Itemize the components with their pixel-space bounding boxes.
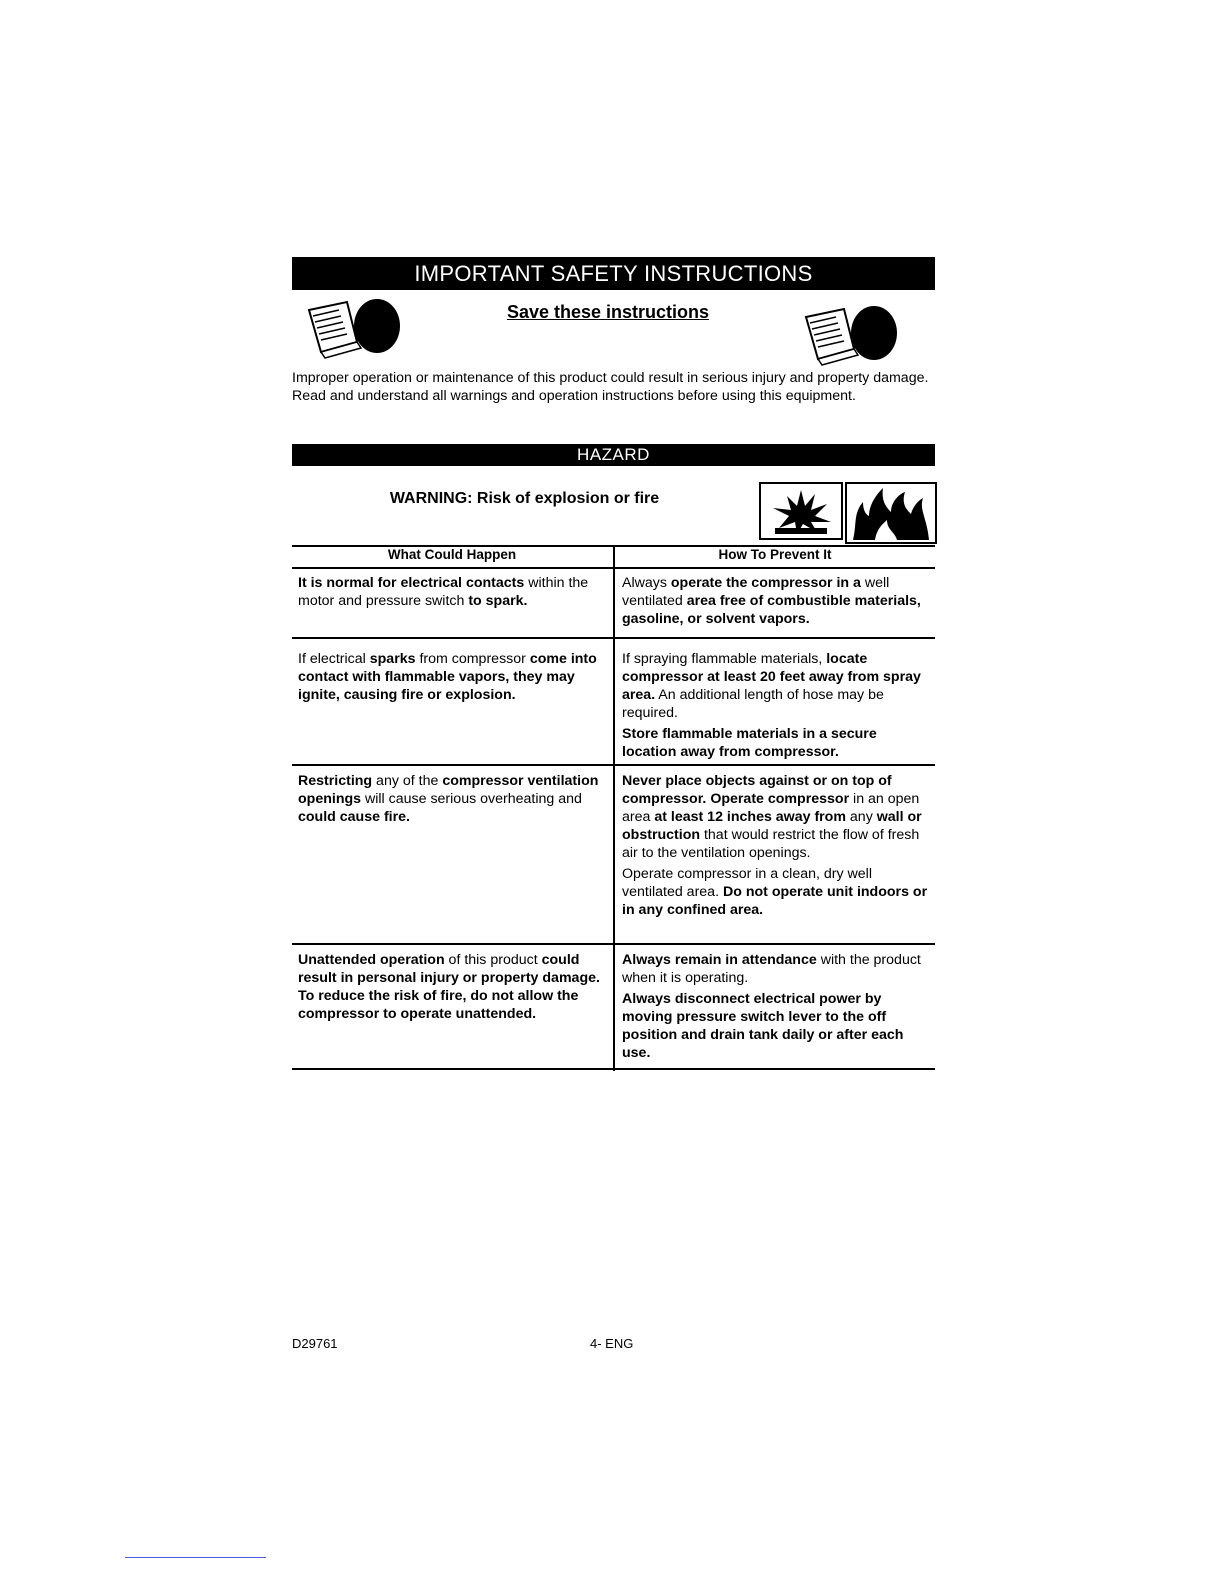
cell-paragraph	[622, 951, 934, 987]
cell-paragraph	[622, 865, 934, 919]
bold-text: locate compressor at least 20 feet away from spray area.	[622, 651, 921, 703]
cell-paragraph	[622, 990, 934, 1062]
text: within the motor and pressure switch	[298, 575, 589, 609]
row-3-happen	[298, 772, 610, 829]
table-header-rule	[292, 567, 935, 569]
table-bottom-rule	[292, 1068, 935, 1070]
text: If electrical	[298, 651, 370, 667]
save-instructions-heading: Save these instructions	[506, 302, 710, 322]
text: will cause serious overheating and	[361, 791, 582, 807]
safety-title-banner: IMPORTANT SAFETY INSTRUCTIONS	[292, 257, 935, 290]
row-4-prevent	[622, 951, 934, 1065]
text: Operate compressor in a clean, dry well ventilated area.	[622, 866, 872, 900]
bold-text: come into contact with flammable vapors, they may ignite, causing fire or explosion.	[298, 651, 597, 703]
cell-paragraph	[622, 574, 934, 628]
bold-text: Store flammable materials in a secure location away from compressor.	[622, 726, 877, 760]
hazard-banner: HAZARD	[292, 444, 935, 466]
intro-paragraph: Improper operation or maintenance of this product could result in serious injury and property damage. Read and understand all warnings and operation instructions before using this equipment.	[292, 370, 929, 404]
bold-text: Always remain in attendance	[622, 952, 817, 968]
bold-text: area free of combustible materials, gasoline, or solvent vapors.	[622, 593, 921, 627]
row-divider	[292, 764, 935, 766]
bold-text: at least 12 inches away from	[654, 809, 846, 825]
cell-paragraph	[298, 951, 610, 1023]
text: An additional length of hose may be required.	[622, 687, 884, 721]
cell-paragraph	[298, 650, 610, 704]
column-header-what-could-happen: What Could Happen	[387, 547, 517, 562]
bold-text: Never place objects against or on top of compressor. Operate compressor	[622, 773, 892, 807]
cell-paragraph	[298, 772, 610, 826]
document-number: D29761	[292, 1336, 338, 1351]
bold-text: Do not operate unit indoors or in any confined area.	[622, 884, 928, 918]
row-divider	[292, 943, 935, 945]
text: of this product	[444, 952, 542, 968]
text: any	[845, 809, 877, 825]
cell-paragraph	[622, 725, 934, 761]
row-2-prevent	[622, 650, 934, 764]
page-number: 4- ENG	[590, 1336, 634, 1351]
text: If spraying flammable materials,	[622, 651, 827, 667]
bold-text: to spark.	[468, 593, 528, 609]
row-1-prevent	[622, 574, 934, 631]
row-divider	[292, 637, 935, 639]
text: in an open area	[622, 791, 920, 825]
page-edge-line	[125, 1557, 266, 1558]
bold-text: wall or obstruction	[622, 809, 922, 843]
cell-paragraph	[298, 574, 610, 610]
text: Always	[622, 575, 671, 591]
fire-pictogram-icon	[845, 482, 937, 544]
row-1-happen	[298, 574, 610, 613]
bold-text: It is normal for electrical contacts	[298, 575, 525, 591]
text: any of the	[372, 773, 443, 789]
manual-reading-icon	[303, 298, 403, 360]
bold-text: Unattended operation	[298, 952, 445, 968]
bold-text: Always disconnect electrical power by moving pressure switch lever to the off position and drain tank daily or after each use.	[622, 991, 904, 1061]
bold-text: Restricting	[298, 773, 373, 789]
row-4-happen	[298, 951, 610, 1026]
table-column-divider	[613, 545, 615, 1071]
row-3-prevent	[622, 772, 934, 922]
text: well ventilated	[622, 575, 890, 609]
bold-text: compressor ventilation openings	[298, 773, 599, 807]
column-header-how-to-prevent: How To Prevent It	[718, 547, 832, 562]
bold-text: sparks	[369, 651, 416, 667]
explosion-pictogram-icon	[759, 482, 843, 540]
bold-text: operate the compressor in a	[670, 575, 861, 591]
text: with the product when it is operating.	[622, 952, 921, 986]
text: from compressor	[415, 651, 530, 667]
text: that would restrict the flow of fresh air to the ventilation openings.	[622, 827, 920, 861]
bold-text: could cause fire.	[298, 809, 410, 825]
warning-heading: WARNING: Risk of explosion or fire	[389, 490, 660, 507]
manual-reading-icon	[800, 305, 900, 367]
row-2-happen	[298, 650, 610, 707]
bold-text: could result in personal injury or property damage. To reduce the risk of fire, do not allow the compressor to operate unattended.	[298, 952, 600, 1022]
cell-paragraph	[622, 650, 934, 722]
cell-paragraph	[622, 772, 934, 862]
